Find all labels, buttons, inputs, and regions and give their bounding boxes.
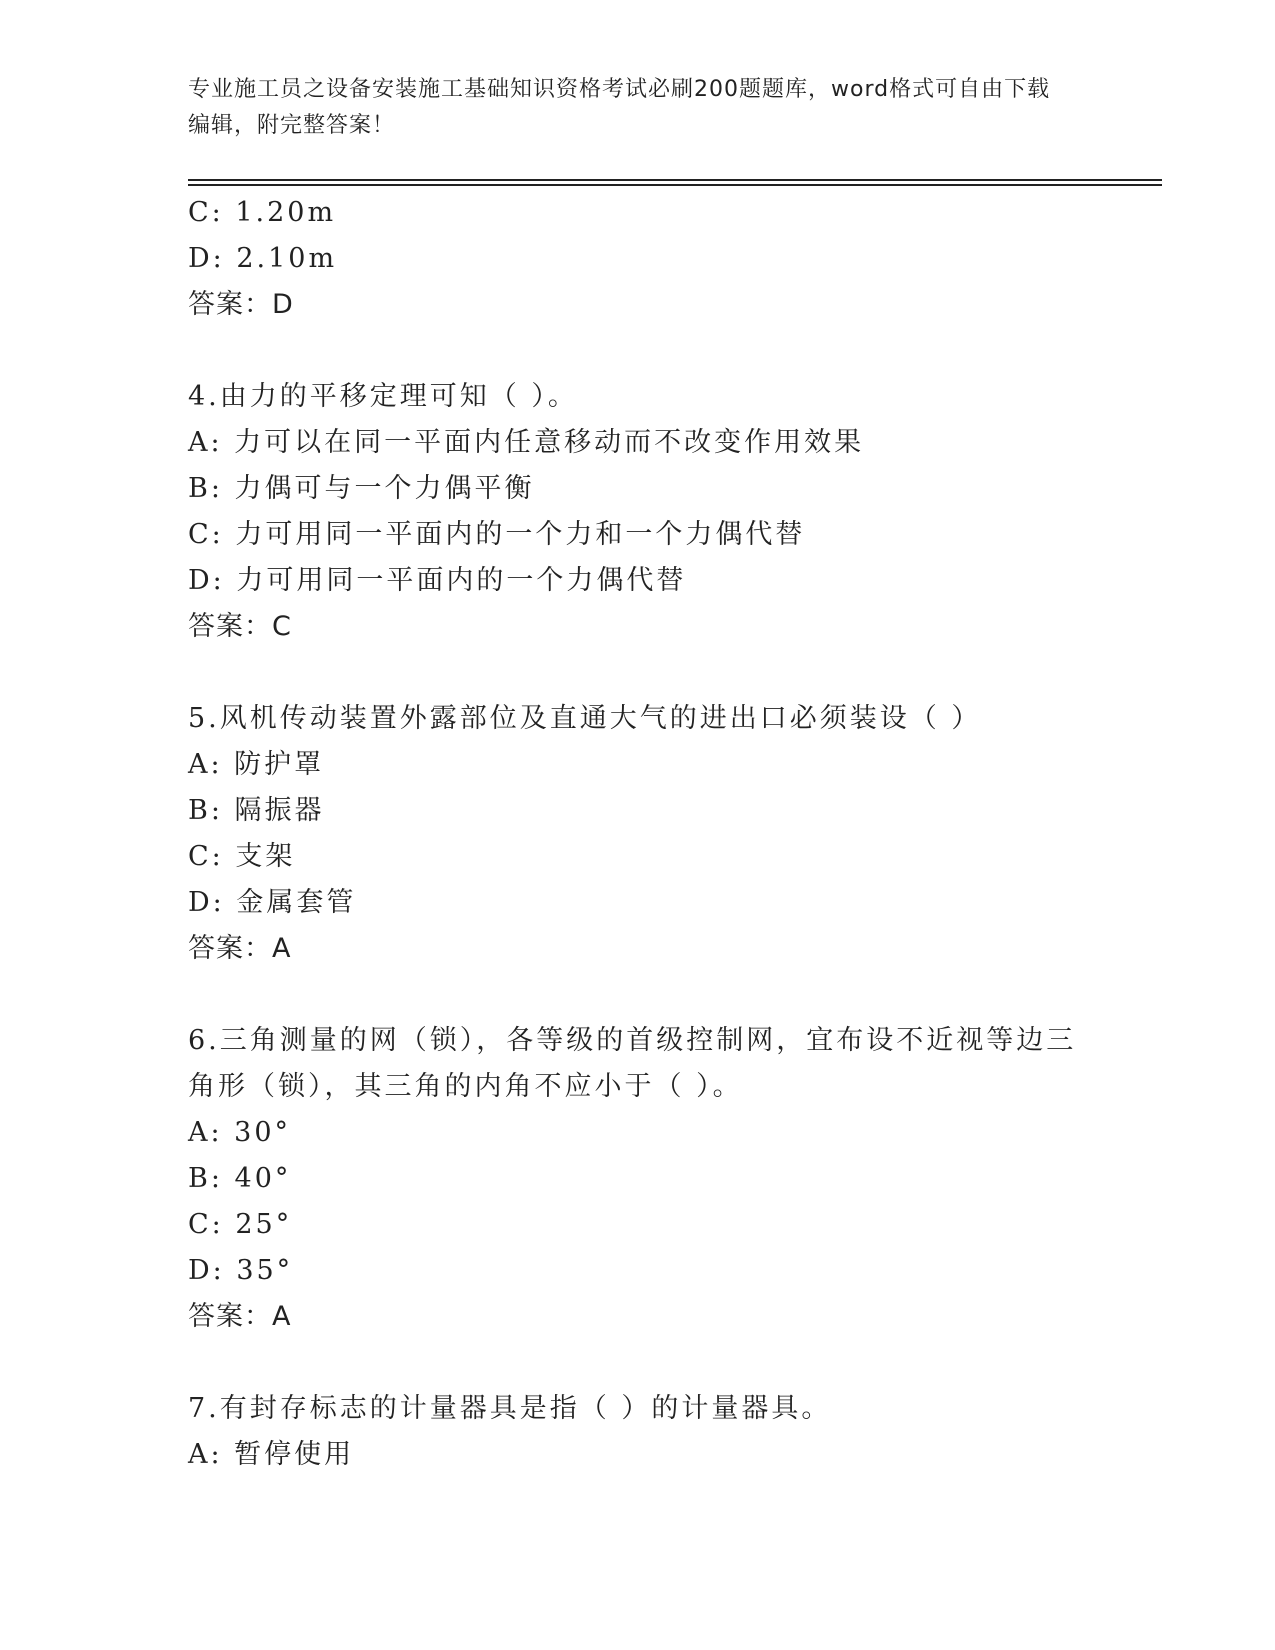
option-b: B: 40° bbox=[188, 1163, 292, 1194]
answer-line: 答案：A bbox=[188, 933, 292, 964]
answer-line: 答案：D bbox=[188, 289, 294, 320]
question-5 bbox=[188, 696, 1088, 972]
option-c: C: 支架 bbox=[188, 841, 296, 872]
header-divider-top bbox=[188, 179, 1162, 181]
question-4 bbox=[188, 374, 1088, 650]
question-text: 7.有封存标志的计量器具是指（ ）的计量器具。 bbox=[188, 1393, 832, 1424]
option-c: C: 力可用同一平面内的一个力和一个力偶代替 bbox=[188, 519, 806, 550]
question-content bbox=[188, 190, 1088, 1478]
option-a: A: 30° bbox=[188, 1117, 292, 1148]
question-6 bbox=[188, 1018, 1088, 1340]
option-d: D: 35° bbox=[188, 1255, 294, 1286]
option-a: A: 暂停使用 bbox=[188, 1439, 355, 1470]
header-divider-bottom bbox=[188, 184, 1162, 186]
option-c: C: 1.20m bbox=[188, 197, 337, 228]
answer-line: 答案：C bbox=[188, 611, 292, 642]
option-d: D: 力可用同一平面内的一个力偶代替 bbox=[188, 565, 687, 596]
document-header: 专业施工员之设备安装施工基础知识资格考试必刷200题题库，word格式可自由下载编辑，附完整答案！ bbox=[188, 77, 1051, 138]
answer-line: 答案：A bbox=[188, 1301, 292, 1332]
option-d: D: 2.10m bbox=[188, 243, 338, 274]
option-c: C: 25° bbox=[188, 1209, 293, 1240]
question-text: 4.由力的平移定理可知（ ）。 bbox=[188, 381, 578, 412]
question-3-continuation bbox=[188, 190, 1088, 328]
option-d: D: 金属套管 bbox=[188, 887, 357, 918]
question-7 bbox=[188, 1386, 1088, 1478]
question-text: 5.风机传动装置外露部位及直通大气的进出口必须装设（ ） bbox=[188, 703, 982, 734]
question-text-line-1: 6.三角测量的网（锁），各等级的首级控制网，宜布设不近视等边三 bbox=[188, 1025, 1077, 1056]
option-a: A: 防护罩 bbox=[188, 749, 325, 780]
option-a: A: 力可以在同一平面内任意移动而不改变作用效果 bbox=[188, 427, 865, 458]
option-b: B: 力偶可与一个力偶平衡 bbox=[188, 473, 535, 504]
option-b: B: 隔振器 bbox=[188, 795, 325, 826]
question-text-line-2: 角形（锁），其三角的内角不应小于（ ）。 bbox=[188, 1071, 743, 1102]
